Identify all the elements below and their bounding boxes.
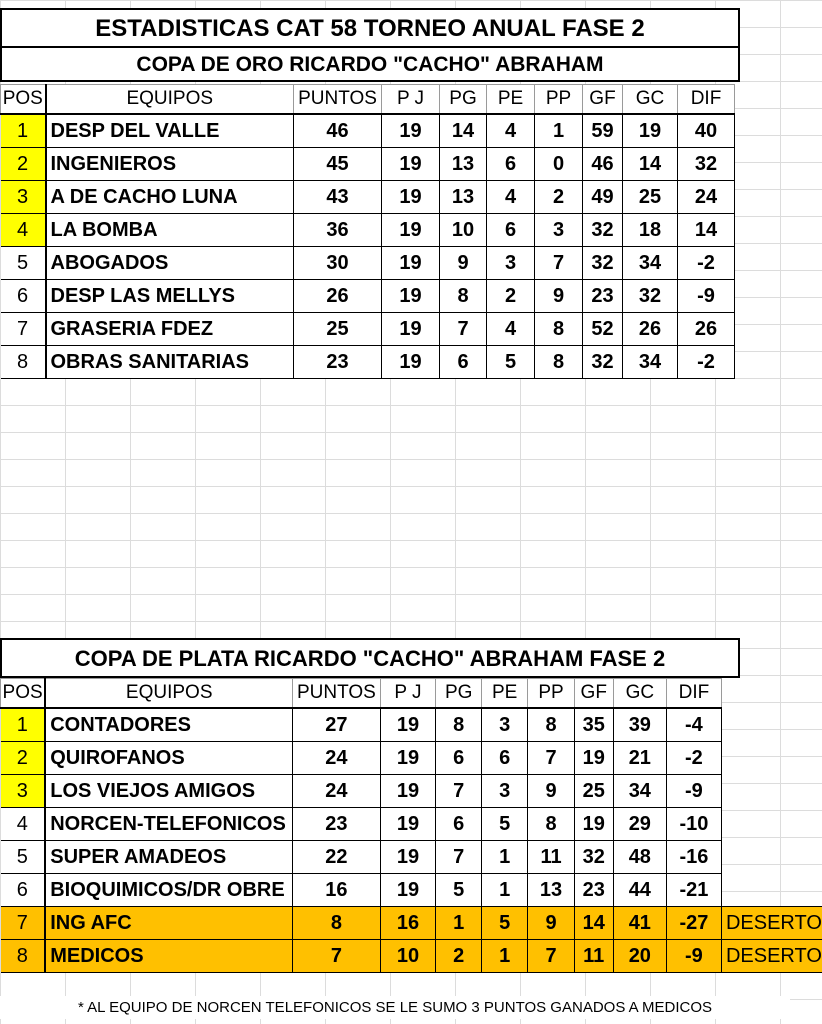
team-cell: CONTADORES (45, 708, 292, 742)
team-cell: MEDICOS (45, 940, 292, 973)
goals-against-cell: 34 (623, 247, 678, 280)
drawn-cell: 2 (487, 280, 535, 313)
column-header: DIF (666, 679, 721, 709)
points-cell: 24 (293, 742, 380, 775)
lost-cell: 2 (535, 181, 583, 214)
table-row (1, 214, 735, 247)
points-cell: 45 (294, 148, 382, 181)
points-cell: 36 (294, 214, 382, 247)
goals-for-cell: 32 (583, 247, 623, 280)
lost-cell: 8 (528, 808, 574, 841)
column-header: PG (436, 679, 482, 709)
lost-cell: 7 (528, 940, 574, 973)
goal-diff-cell: 32 (678, 148, 735, 181)
played-cell: 19 (380, 874, 436, 907)
status-note (721, 775, 822, 808)
points-cell: 16 (293, 874, 380, 907)
won-cell: 7 (436, 841, 482, 874)
goals-for-cell: 32 (574, 841, 613, 874)
lost-cell: 9 (528, 775, 574, 808)
gold-subtitle: COPA DE ORO RICARDO "CACHO" ABRAHAM (0, 46, 740, 82)
footnote: * AL EQUIPO DE NORCEN TELEFONICOS SE LE SUMO 3 PUNTOS GANADOS A MEDICOS (0, 996, 790, 1019)
goals-for-cell: 32 (583, 214, 623, 247)
played-cell: 19 (382, 313, 440, 346)
drawn-cell: 6 (487, 148, 535, 181)
table-row (1, 708, 822, 742)
drawn-cell: 4 (487, 181, 535, 214)
goal-diff-cell: -10 (666, 808, 721, 841)
table-row (1, 907, 822, 940)
played-cell: 19 (382, 280, 440, 313)
status-note (721, 808, 822, 841)
position-cell: 2 (1, 148, 46, 181)
goal-diff-cell: 40 (678, 114, 735, 148)
table-row (1, 313, 735, 346)
table-row (1, 742, 822, 775)
gold-table-body (1, 85, 735, 379)
goal-diff-cell: -2 (666, 742, 721, 775)
status-note (721, 874, 822, 907)
table-row (1, 775, 822, 808)
team-cell: LOS VIEJOS AMIGOS (45, 775, 292, 808)
table-row (1, 181, 735, 214)
drawn-cell: 6 (481, 742, 527, 775)
goals-for-cell: 46 (583, 148, 623, 181)
points-cell: 23 (293, 808, 380, 841)
table-row (1, 346, 735, 379)
played-cell: 10 (380, 940, 436, 973)
points-cell: 23 (294, 346, 382, 379)
team-cell: INGENIEROS (46, 148, 294, 181)
position-cell: 6 (1, 280, 46, 313)
goal-diff-cell: -9 (678, 280, 735, 313)
position-cell: 8 (1, 346, 46, 379)
lost-cell: 8 (535, 313, 583, 346)
position-cell: 7 (1, 313, 46, 346)
goals-against-cell: 26 (623, 313, 678, 346)
won-cell: 6 (436, 808, 482, 841)
played-cell: 16 (380, 907, 436, 940)
goals-for-cell: 52 (583, 313, 623, 346)
goal-diff-cell: -9 (666, 940, 721, 973)
drawn-cell: 1 (481, 940, 527, 973)
table-row (1, 247, 735, 280)
won-cell: 6 (436, 742, 482, 775)
played-cell: 19 (380, 742, 436, 775)
played-cell: 19 (382, 214, 440, 247)
goals-against-cell: 20 (613, 940, 666, 973)
goals-against-cell: 18 (623, 214, 678, 247)
lost-cell: 9 (528, 907, 574, 940)
column-header: POS (1, 679, 46, 709)
position-cell: 3 (1, 181, 46, 214)
table-row (1, 114, 735, 148)
points-cell: 25 (294, 313, 382, 346)
position-cell: 1 (1, 114, 46, 148)
team-cell: SUPER AMADEOS (45, 841, 292, 874)
goal-diff-cell: -27 (666, 907, 721, 940)
silver-table (0, 678, 822, 973)
drawn-cell: 4 (487, 114, 535, 148)
goal-diff-cell: -2 (678, 247, 735, 280)
played-cell: 19 (382, 114, 440, 148)
gold-table (0, 84, 735, 379)
goals-for-cell: 14 (574, 907, 613, 940)
gold-title: ESTADISTICAS CAT 58 TORNEO ANUAL FASE 2 (0, 8, 740, 48)
position-cell: 5 (1, 247, 46, 280)
points-cell: 27 (293, 708, 380, 742)
column-header: GC (623, 85, 678, 115)
goal-diff-cell: -21 (666, 874, 721, 907)
status-note (721, 708, 822, 742)
position-cell: 4 (1, 808, 46, 841)
points-cell: 30 (294, 247, 382, 280)
points-cell: 8 (293, 907, 380, 940)
played-cell: 19 (380, 708, 436, 742)
goals-against-cell: 25 (623, 181, 678, 214)
goals-for-cell: 19 (574, 742, 613, 775)
played-cell: 19 (380, 808, 436, 841)
goals-against-cell: 21 (613, 742, 666, 775)
won-cell: 9 (440, 247, 487, 280)
column-header: PP (528, 679, 574, 709)
lost-cell: 7 (535, 247, 583, 280)
won-cell: 14 (440, 114, 487, 148)
won-cell: 1 (436, 907, 482, 940)
team-cell: DESP DEL VALLE (46, 114, 294, 148)
goals-against-cell: 32 (623, 280, 678, 313)
table-row (1, 940, 822, 973)
status-note (721, 742, 822, 775)
team-cell: LA BOMBA (46, 214, 294, 247)
goals-for-cell: 49 (583, 181, 623, 214)
played-cell: 19 (380, 841, 436, 874)
goal-diff-cell: -2 (678, 346, 735, 379)
played-cell: 19 (380, 775, 436, 808)
table-row (1, 148, 735, 181)
drawn-cell: 1 (481, 841, 527, 874)
won-cell: 13 (440, 181, 487, 214)
column-header: P J (382, 85, 440, 115)
column-header: PE (487, 85, 535, 115)
position-cell: 4 (1, 214, 46, 247)
points-cell: 43 (294, 181, 382, 214)
drawn-cell: 5 (481, 808, 527, 841)
points-cell: 46 (294, 114, 382, 148)
drawn-cell: 5 (487, 346, 535, 379)
won-cell: 6 (440, 346, 487, 379)
column-header: PP (535, 85, 583, 115)
column-header: GF (574, 679, 613, 709)
won-cell: 7 (436, 775, 482, 808)
played-cell: 19 (382, 247, 440, 280)
won-cell: 13 (440, 148, 487, 181)
drawn-cell: 4 (487, 313, 535, 346)
goal-diff-cell: -16 (666, 841, 721, 874)
team-cell: A DE CACHO LUNA (46, 181, 294, 214)
won-cell: 5 (436, 874, 482, 907)
table-row (1, 874, 822, 907)
won-cell: 10 (440, 214, 487, 247)
points-cell: 22 (293, 841, 380, 874)
position-cell: 7 (1, 907, 46, 940)
position-cell: 8 (1, 940, 46, 973)
team-cell: NORCEN-TELEFONICOS (45, 808, 292, 841)
drawn-cell: 3 (481, 775, 527, 808)
goals-for-cell: 35 (574, 708, 613, 742)
silver-title: COPA DE PLATA RICARDO "CACHO" ABRAHAM FASE 2 (0, 638, 740, 678)
goal-diff-cell: 14 (678, 214, 735, 247)
column-header: GC (613, 679, 666, 709)
goals-against-cell: 41 (613, 907, 666, 940)
status-note: DESERTO (721, 907, 822, 940)
played-cell: 19 (382, 181, 440, 214)
played-cell: 19 (382, 346, 440, 379)
goals-against-cell: 44 (613, 874, 666, 907)
team-cell: ABOGADOS (46, 247, 294, 280)
points-cell: 24 (293, 775, 380, 808)
lost-cell: 1 (535, 114, 583, 148)
goals-against-cell: 34 (623, 346, 678, 379)
goal-diff-cell: -9 (666, 775, 721, 808)
won-cell: 2 (436, 940, 482, 973)
status-note (721, 841, 822, 874)
goals-for-cell: 23 (583, 280, 623, 313)
team-cell: OBRAS SANITARIAS (46, 346, 294, 379)
column-header: PUNTOS (294, 85, 382, 115)
goal-diff-cell: 26 (678, 313, 735, 346)
table-row (1, 808, 822, 841)
points-cell: 7 (293, 940, 380, 973)
points-cell: 26 (294, 280, 382, 313)
column-header: PG (440, 85, 487, 115)
gold-table-wrap (0, 84, 735, 379)
lost-cell: 8 (528, 708, 574, 742)
column-header: DIF (678, 85, 735, 115)
drawn-cell: 5 (481, 907, 527, 940)
lost-cell: 11 (528, 841, 574, 874)
position-cell: 5 (1, 841, 46, 874)
team-cell: BIOQUIMICOS/DR OBRE (45, 874, 292, 907)
drawn-cell: 1 (481, 874, 527, 907)
header-row (1, 85, 735, 115)
drawn-cell: 3 (481, 708, 527, 742)
goals-against-cell: 14 (623, 148, 678, 181)
goals-against-cell: 19 (623, 114, 678, 148)
lost-cell: 7 (528, 742, 574, 775)
header-row (1, 679, 822, 709)
column-header: PUNTOS (293, 679, 380, 709)
goals-against-cell: 34 (613, 775, 666, 808)
team-cell: GRASERIA FDEZ (46, 313, 294, 346)
goals-for-cell: 23 (574, 874, 613, 907)
table-row (1, 841, 822, 874)
goals-for-cell: 19 (574, 808, 613, 841)
status-note: DESERTO (721, 940, 822, 973)
played-cell: 19 (382, 148, 440, 181)
column-header: P J (380, 679, 436, 709)
team-cell: QUIROFANOS (45, 742, 292, 775)
drawn-cell: 3 (487, 247, 535, 280)
silver-table-wrap (0, 678, 822, 973)
goals-for-cell: 25 (574, 775, 613, 808)
column-header: POS (1, 85, 46, 115)
goals-against-cell: 39 (613, 708, 666, 742)
won-cell: 7 (440, 313, 487, 346)
table-row (1, 280, 735, 313)
lost-cell: 0 (535, 148, 583, 181)
position-cell: 6 (1, 874, 46, 907)
column-header: PE (481, 679, 527, 709)
goal-diff-cell: 24 (678, 181, 735, 214)
position-cell: 3 (1, 775, 46, 808)
column-header: GF (583, 85, 623, 115)
team-cell: DESP LAS MELLYS (46, 280, 294, 313)
position-cell: 1 (1, 708, 46, 742)
column-header: EQUIPOS (46, 85, 294, 115)
goal-diff-cell: -4 (666, 708, 721, 742)
silver-table-body (1, 679, 822, 973)
column-header: EQUIPOS (45, 679, 292, 709)
goals-against-cell: 29 (613, 808, 666, 841)
lost-cell: 9 (535, 280, 583, 313)
drawn-cell: 6 (487, 214, 535, 247)
won-cell: 8 (436, 708, 482, 742)
position-cell: 2 (1, 742, 46, 775)
goals-against-cell: 48 (613, 841, 666, 874)
note-header (721, 679, 822, 709)
lost-cell: 13 (528, 874, 574, 907)
team-cell: ING AFC (45, 907, 292, 940)
goals-for-cell: 32 (583, 346, 623, 379)
lost-cell: 8 (535, 346, 583, 379)
goals-for-cell: 59 (583, 114, 623, 148)
lost-cell: 3 (535, 214, 583, 247)
won-cell: 8 (440, 280, 487, 313)
goals-for-cell: 11 (574, 940, 613, 973)
